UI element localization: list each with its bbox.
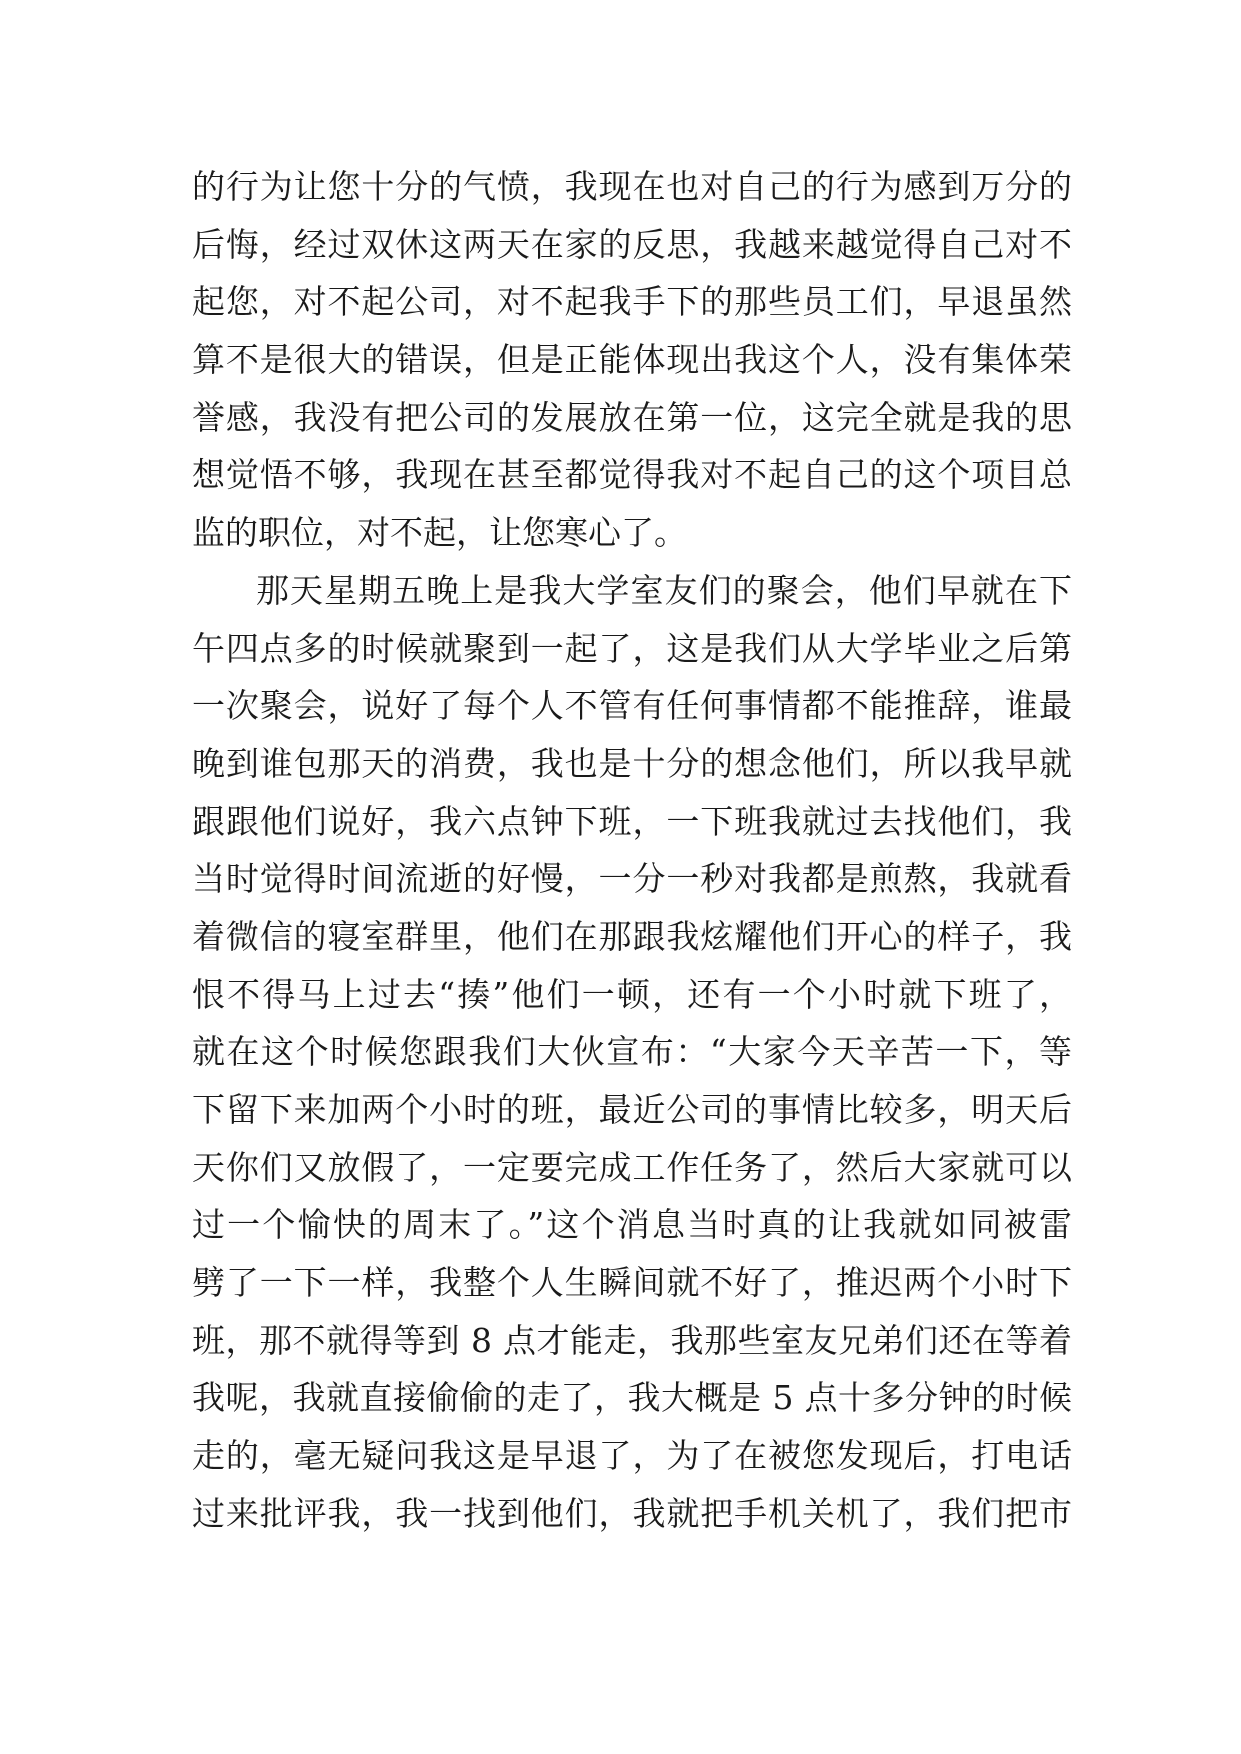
text-line: 想觉悟不够，我现在甚至都觉得我对不起自己的这个项目总	[192, 455, 1072, 495]
text-line: 过来批评我，我一找到他们，我就把手机关机了，我们把市	[192, 1493, 1072, 1533]
text-line: 的行为让您十分的气愤，我现在也对自己的行为感到万分的	[192, 167, 1072, 206]
text-line: 午四点多的时候就聚到一起了，这是我们从大学毕业之后第	[192, 628, 1072, 668]
text-line: 监的职位，对不起，让您寒心了。	[192, 513, 687, 553]
text-line: 天你们又放假了，一定要完成工作任务了，然后大家就可以	[192, 1147, 1072, 1187]
text-line: 就在这个时候您跟我们大伙宣布：“大家今天辛苦一下，等	[192, 1032, 1072, 1072]
paragraph-2	[192, 562, 1072, 1543]
text-line: 恨不得马上过去“揍”他们一顿，还有一个小时就下班了，	[192, 974, 1072, 1014]
text-line: 后悔，经过双休这两天在家的反思，我越来越觉得自己对不	[192, 224, 1072, 264]
text-line: 一次聚会，说好了每个人不管有任何事情都不能推辞，谁最	[192, 686, 1072, 726]
paragraph-1	[192, 158, 1072, 562]
text-line: 我呢，我就直接偷偷的走了，我大概是 5 点十多分钟的时候	[192, 1378, 1072, 1418]
text-line: 走的，毫无疑问我这是早退了，为了在被您发现后，打电话	[192, 1436, 1072, 1476]
text-line: 那天星期五晚上是我大学室友们的聚会，他们早就在下	[256, 570, 1072, 610]
text-line: 誉感，我没有把公司的发展放在第一位，这完全就是我的思	[192, 397, 1072, 437]
text-line: 起您，对不起公司，对不起我手下的那些员工们，早退虽然	[192, 282, 1072, 322]
text-line: 晚到谁包那天的消费，我也是十分的想念他们，所以我早就	[192, 743, 1072, 783]
text-line: 当时觉得时间流逝的好慢，一分一秒对我都是煎熬，我就看	[192, 859, 1072, 899]
text-line: 班，那不就得等到 8 点才能走，我那些室友兄弟们还在等着	[192, 1320, 1072, 1360]
text-line: 过一个愉快的周末了。”这个消息当时真的让我就如同被雷	[192, 1205, 1072, 1245]
text-line: 着微信的寝室群里，他们在那跟我炫耀他们开心的样子，我	[192, 916, 1072, 956]
text-line: 劈了一下一样，我整个人生瞬间就不好了，推迟两个小时下	[192, 1263, 1072, 1303]
text-line: 算不是很大的错误，但是正能体现出我这个人，没有集体荣	[192, 340, 1072, 380]
document-body	[192, 158, 1072, 1543]
text-line: 下留下来加两个小时的班，最近公司的事情比较多，明天后	[192, 1090, 1072, 1129]
text-line: 跟跟他们说好，我六点钟下班，一下班我就过去找他们，我	[192, 801, 1072, 841]
